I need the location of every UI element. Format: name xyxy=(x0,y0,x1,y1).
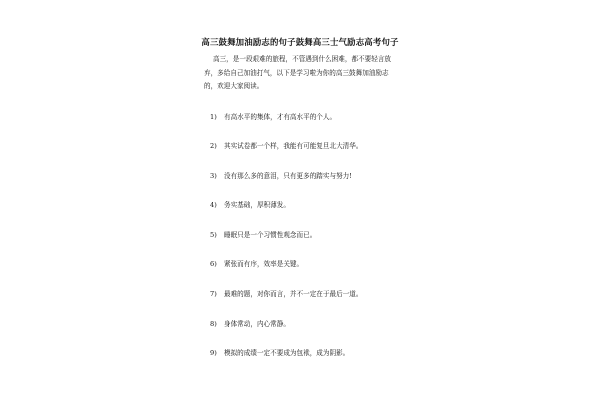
list-item xyxy=(210,141,362,151)
list-item-text: 有高水平的集体，才有高水平的个人。 xyxy=(224,113,337,121)
list-item-number: 9) xyxy=(210,349,217,357)
list-item-number: 8) xyxy=(210,320,217,328)
list-item-number: 3) xyxy=(210,172,217,180)
list-item-number: 2) xyxy=(210,142,217,150)
intro-paragraph xyxy=(204,53,394,94)
list-item-text: 最难的题，对你而言，并不一定在于最后一道。 xyxy=(224,290,363,298)
list-item-text: 务实基础，厚积薄发。 xyxy=(224,201,290,209)
list-item-number: 7) xyxy=(210,290,217,298)
list-item xyxy=(210,289,362,299)
list-item-text: 没有那么多的意泪，只有更多的踏实与努力! xyxy=(224,172,352,180)
list-item xyxy=(210,200,290,210)
list-item-number: 1) xyxy=(210,113,217,121)
list-item-text: 模拟的成绩一定不要成为包袱，成为阴影。 xyxy=(224,349,350,357)
list-item xyxy=(210,112,336,122)
list-item xyxy=(210,259,303,269)
list-item-number: 6) xyxy=(210,260,217,268)
list-item-text: 睡眠只是一个习惯性观念而已。 xyxy=(224,231,317,239)
document-title: 高三鼓舞加油励志的句子鼓舞高三士气励志高考句子 xyxy=(201,37,399,47)
intro-line: 高三，是一段艰难的旅程，不管遇到什么困难，都不要轻言放 xyxy=(213,55,392,63)
list-item-text: 身体常动，内心常静。 xyxy=(224,320,290,328)
intro-line: 弃，多给自己加油打气，以下是学习啦为你的高三鼓舞加油励志 xyxy=(204,68,389,77)
list-item-number: 4) xyxy=(210,201,217,209)
list-item-text: 其实试卷都一个样，我能有可能复旦北大清华。 xyxy=(224,142,363,150)
list-item-number: 5) xyxy=(210,231,217,239)
list-item xyxy=(210,171,352,181)
intro-line: 的，欢迎大家阅读。 xyxy=(204,82,264,90)
list-item xyxy=(210,319,290,329)
list-item xyxy=(210,230,316,240)
list-item-text: 紧张而有序，效率是关键。 xyxy=(224,260,304,268)
list-item xyxy=(210,348,349,358)
